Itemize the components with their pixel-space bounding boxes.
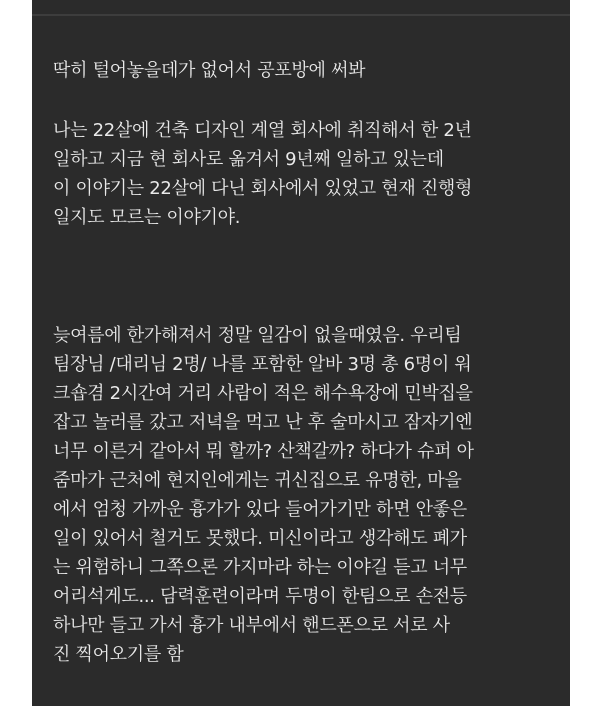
post-panel bbox=[32, 0, 570, 706]
post-story-paragraph: 늦여름에 한가해져서 정말 일감이 없을때였음. 우리팀 팀장님 /대리님 2명/ 나를 포함한 알바 3명 총 6명이 워 크숍겸 2시간여 거리 사람이 적은 해수욕장에 민박집을 잡고 놀러를 갔고 저녁을 먹고 난 후 술마시고 잠자기엔 너무 이른거 같아서 뭐 할까? 산책갈까? 하다가 슈퍼 아 줌마가 근처에 현지인에게는 귀신집으로 유명한, 마을 에서 엄청 가까운 흉가가 있다 들어가기만 하면 안좋은 일이 있어서 철거도 못했다. 미신이라고 생각해도 폐가 는 위험하니 그쪽으론 가지마라 하는 이야길 듣고 너무 어리석게도... 담력훈련이라며 두명이 한팀으로 손전등 하나만 들고 가서 흉가 내부에서 핸드폰으로 서로 사 진 찍어오기를 함 bbox=[53, 325, 474, 665]
post-intro-paragraph: 나는 22살에 건축 디자인 계열 회사에 취직해서 한 2년 일하고 지금 현 회사로 옮겨서 9년째 일하고 있는데 이 이야기는 22살에 다닌 회사에서 있었고 현재 진행형 일지도 모르는 이야기야. bbox=[53, 120, 473, 228]
post-title: 딱히 털어놓을데가 없어서 공포방에 써봐 bbox=[53, 60, 366, 81]
post-content bbox=[53, 56, 560, 669]
top-divider bbox=[32, 14, 570, 16]
